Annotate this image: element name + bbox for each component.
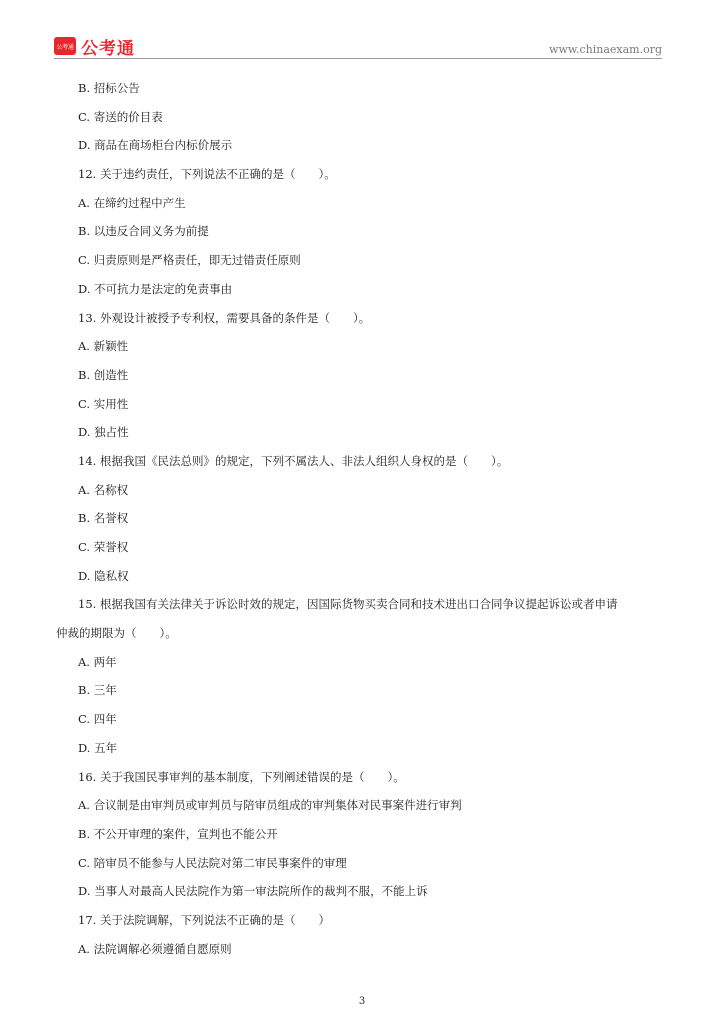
option-line: D. 不可抗力是法定的免责事由: [78, 281, 233, 296]
option-line: C. 实用性: [78, 396, 129, 411]
option-line: D. 当事人对最高人民法院作为第一审法院所作的裁判不服，不能上诉: [78, 884, 428, 899]
question-12: 12. 关于违约责任，下列说法不正确的是（ ）。: [78, 167, 336, 182]
option-line: C. 陪审员不能参与人民法院对第二审民事案件的审理: [78, 855, 347, 870]
question-13: 13. 外观设计被授予专利权，需要具备的条件是（ ）。: [78, 310, 371, 325]
option-line: D. 隐私权: [78, 568, 129, 583]
option-line: B. 三年: [78, 683, 117, 698]
question-17: 17. 关于法院调解，下列说法不正确的是（ ）: [78, 912, 330, 927]
option-line: A. 法院调解必须遵循自愿原则: [78, 941, 232, 956]
logo-badge: 公考通: [54, 37, 76, 55]
question-15: 15. 根据我国有关法律关于诉讼时效的规定，因国际货物买卖合同和技术进出口合同争议提起诉讼或者申请: [78, 597, 618, 612]
option-line: D. 商品在商场柜台内标价展示: [78, 138, 233, 153]
option-line: D. 五年: [78, 740, 118, 755]
question-16: 16. 关于我国民事审判的基本制度，下列阐述错误的是（ ）。: [78, 769, 405, 784]
option-line: A. 在缔约过程中产生: [78, 195, 186, 210]
page-number: 3: [358, 996, 366, 1007]
header-divider: [54, 58, 662, 59]
option-line: D. 独占性: [78, 425, 129, 440]
site-url: www.chinaexam.org: [549, 43, 662, 56]
document-body: [56, 74, 676, 963]
option-line: A. 名称权: [78, 482, 129, 497]
option-line: A. 合议制是由审判员或审判员与陪审员组成的审判集体对民事案件进行审判: [78, 798, 462, 813]
option-line: C. 四年: [78, 712, 117, 727]
option-line: C. 归责原则是严格责任，即无过错责任原则: [78, 253, 301, 268]
question-14: 14. 根据我国《民法总则》的规定，下列不属法人、非法人组织人身权的是（ ）。: [78, 453, 509, 468]
option-line: A. 新颖性: [78, 339, 129, 354]
logo: [54, 34, 135, 58]
option-line: C. 寄送的价目表: [78, 109, 163, 124]
option-line: B. 名誉权: [78, 511, 129, 526]
logo-text: 公考通: [81, 38, 135, 59]
page-header: [54, 34, 662, 58]
option-line: B. 招标公告: [78, 81, 140, 95]
question-15-continued: 仲裁的期限为（ ）。: [56, 626, 177, 641]
option-line: A. 两年: [78, 654, 117, 669]
option-line: B. 不公开审理的案件，宣判也不能公开: [78, 826, 278, 841]
option-line: B. 创造性: [78, 367, 129, 382]
option-line: C. 荣誉权: [78, 540, 129, 554]
option-line: B. 以违反合同义务为前提: [78, 224, 209, 239]
